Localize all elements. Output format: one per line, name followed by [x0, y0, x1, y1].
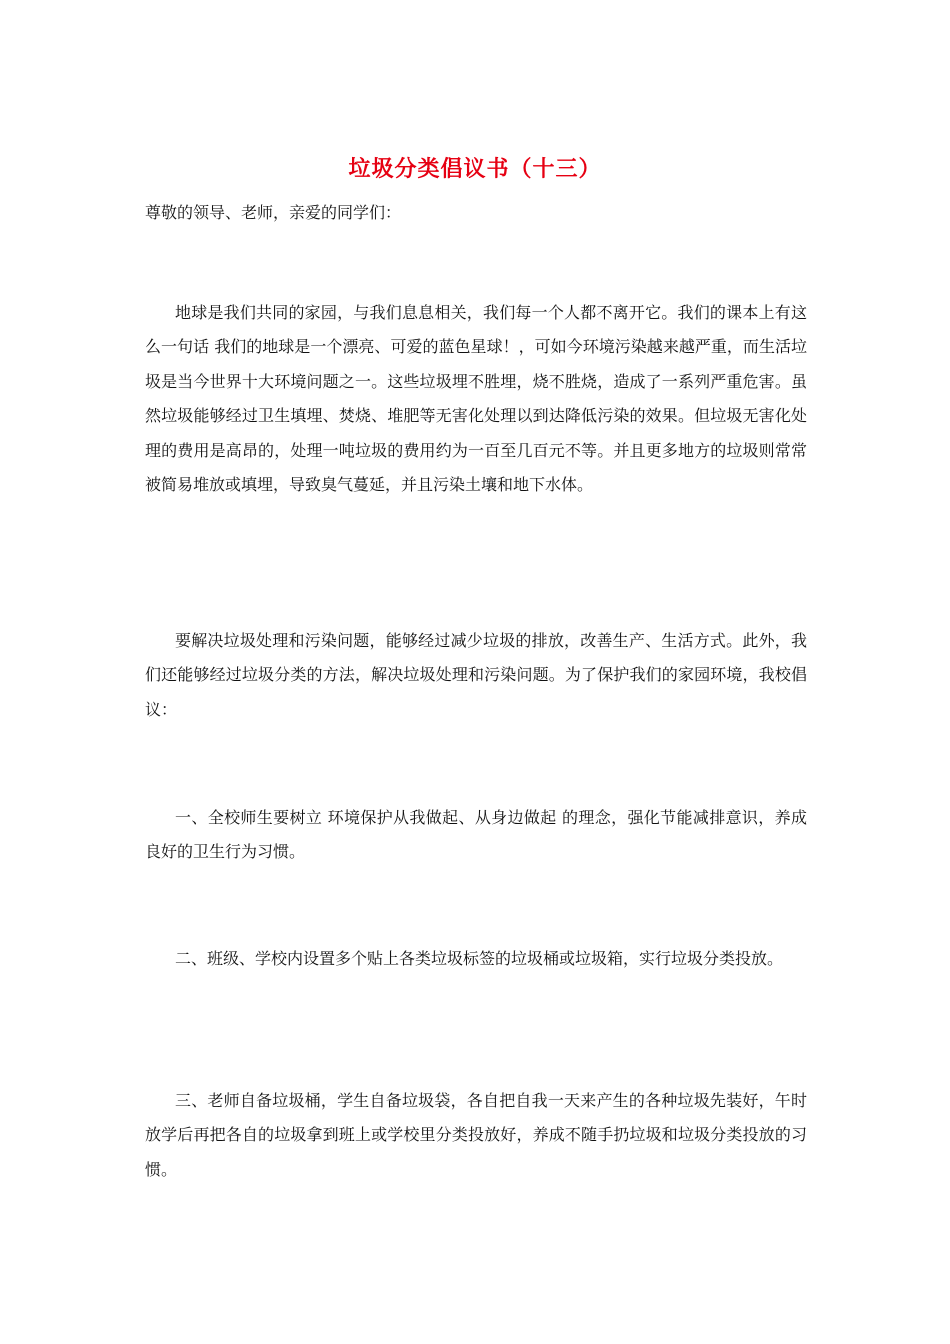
- paragraph-solution: 要解决垃圾处理和污染问题，能够经过减少垃圾的排放，改善生产、生活方式。此外，我们还能够经过垃圾分类的方法，解决垃圾处理和污染问题。为了保护我们的家园环境，我校倡议：: [145, 631, 807, 719]
- paragraph-proposal-3: 三、老师自备垃圾桶，学生自备垃圾袋，各自把自我一天来产生的各种垃圾先装好，午时放学后再把各自的垃圾拿到班上或学校里分类投放好，养成不随手扔垃圾和垃圾分类投放的习惯。: [145, 1091, 807, 1179]
- paragraph-intro: 地球是我们共同的家园，与我们息息相关，我们每一个人都不离开它。我们的课本上有这么一句话 我们的地球是一个漂亮、可爱的蓝色星球！，可如今环境污染越来越严重，而生活垃圾是当今世界十大环境问题之一。这些垃圾埋不胜埋，烧不胜烧，造成了一系列严重危害。虽然垃圾能够经过卫生填埋、焚烧、堆肥等无害化处理以到达降低污染的效果。但垃圾无害化处理的费用是高昂的，处理一吨垃圾的费用约为一百至几百元不等。并且更多地方的垃圾则常常被简易堆放或填埋，导致臭气蔓延，并且污染土壤和地下水体。: [145, 303, 807, 495]
- paragraph-proposal-1: 一、全校师生要树立 环境保护从我做起、从身边做起 的理念，强化节能减排意识，养成良好的卫生行为习惯。: [145, 808, 807, 862]
- document-title: 垃圾分类倡议书（十三）: [348, 156, 602, 182]
- salutation: 尊敬的领导、老师，亲爱的同学们：: [145, 203, 402, 222]
- paragraph-proposal-2: 二、班级、学校内设置多个贴上各类垃圾标签的垃圾桶或垃圾箱，实行垃圾分类投放。: [175, 949, 784, 968]
